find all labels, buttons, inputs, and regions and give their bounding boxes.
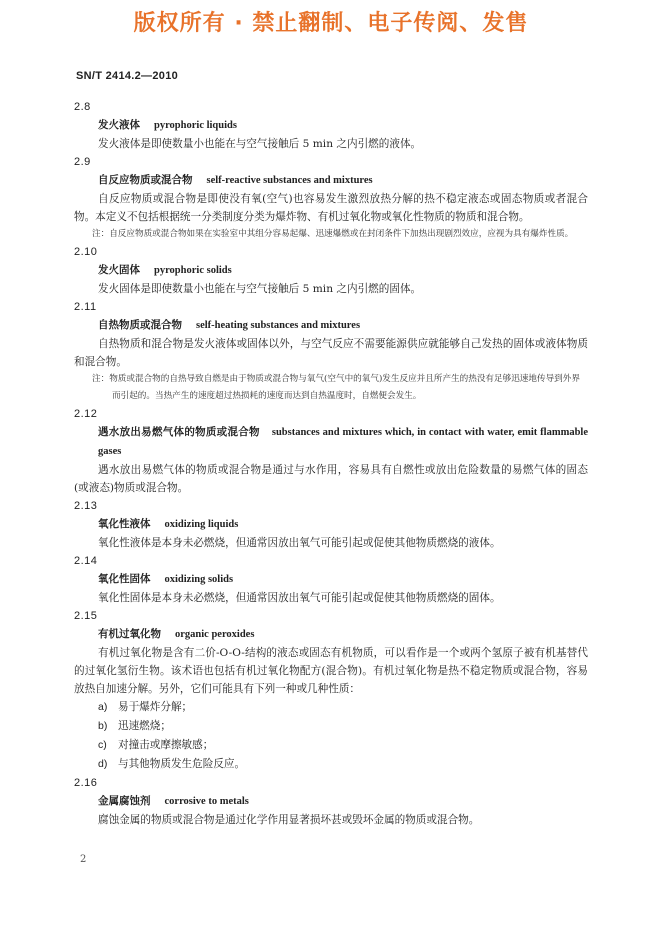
document-id: SN/T 2414.2—2010 (76, 70, 179, 82)
section (74, 607, 588, 774)
definition-paragraph: 氧化性固体是本身未必燃烧，但通常因放出氧气可能引起或促使其他物质燃烧的固体。 (98, 592, 501, 604)
term-en: substances and mixtures which, in contact with water, emit flammable gases (98, 427, 589, 457)
term-cn: 发火固体 (98, 264, 140, 276)
term-en: self-reactive substances and mixtures (206, 175, 373, 186)
term-heading (74, 316, 588, 335)
term-heading (74, 515, 588, 534)
section-number: 2.13 (74, 500, 98, 512)
section-number: 2.8 (74, 101, 91, 113)
section-number: 2.9 (74, 156, 91, 168)
list-text: 迅速燃烧； (118, 720, 171, 732)
note: 注：物质或混合物的自热导致自燃是由于物质或混合物与氧气(空气中的氧气)发生反应并且所产生的热没有足够迅速地传导到外界而引起的。当热产生的速度超过热损耗的速度而达到自热温度时，自燃便会发生。 (92, 374, 580, 401)
term-heading (74, 625, 588, 644)
term-heading (74, 423, 588, 461)
section (74, 405, 588, 497)
definition-paragraph: 自反应物质或混合物是即使没有氧(空气)也容易发生激烈放热分解的热不稳定液态或固态物质或者混合物。本定义不包括根据统一分类制度分类为爆炸物、有机过氧化物或氧化性物质的物质和混合物。 (74, 193, 588, 223)
term-en: self-heating substances and mixtures (196, 320, 361, 331)
term-cn: 氧化性固体 (98, 573, 151, 585)
document-body (74, 98, 588, 829)
definition-paragraph: 腐蚀金属的物质或混合物是通过化学作用显著损坏甚或毁坏金属的物质或混合物。 (98, 814, 480, 826)
term-en: organic peroxides (175, 629, 255, 640)
term-heading (74, 792, 588, 811)
list-item (74, 755, 588, 774)
section-number: 2.14 (74, 555, 98, 567)
definition-paragraph: 发火固体是即使数量小也能在与空气接触后 5 min 之内引燃的固体。 (98, 283, 422, 295)
list-item (74, 736, 588, 755)
term-en: oxidizing liquids (164, 519, 239, 530)
section-number: 2.11 (74, 301, 97, 313)
list-item (74, 717, 588, 736)
term-cn: 自热物质或混合物 (98, 319, 182, 331)
term-en: pyrophoric solids (154, 265, 232, 276)
section (74, 552, 588, 607)
term-cn: 金属腐蚀剂 (98, 795, 151, 807)
list-label: d) (98, 758, 108, 770)
term-cn: 自反应物质或混合物 (98, 174, 193, 186)
definition-paragraph: 氧化性液体是本身未必燃烧，但通常因放出氧气可能引起或促使其他物质燃烧的液体。 (98, 537, 501, 549)
definition-paragraph: 遇水放出易燃气体的物质或混合物是通过与水作用，容易具有自燃性或放出危险数量的易燃气体的固态(或液态)物质或混合物。 (74, 464, 588, 494)
list-item (74, 698, 588, 717)
term-cn: 遇水放出易燃气体的物质或混合物 (98, 426, 260, 438)
section (74, 298, 588, 405)
page-number: 2 (80, 854, 87, 865)
list-text: 与其他物质发生危险反应。 (118, 758, 246, 770)
note: 注：自反应物质或混合物如果在实验室中其组分容易起爆、迅速爆燃或在封闭条件下加热出现剧烈效应，应视为具有爆炸性质。 (92, 229, 574, 239)
section (74, 497, 588, 552)
section-number: 2.15 (74, 610, 98, 622)
section-number: 2.10 (74, 246, 98, 258)
term-en: corrosive to metals (164, 796, 249, 807)
term-en: oxidizing solids (164, 574, 234, 585)
term-heading (74, 261, 588, 280)
term-heading (74, 116, 588, 135)
section (74, 774, 588, 829)
definition-paragraph: 自热物质和混合物是发火液体或固体以外，与空气反应不需要能源供应就能够自己发热的固体或液体物质和混合物。 (74, 338, 588, 368)
term-cn: 氧化性液体 (98, 518, 151, 530)
section (74, 98, 588, 153)
section-number: 2.16 (74, 777, 98, 789)
definition-paragraph: 发火液体是即使数量小也能在与空气接触后 5 min 之内引燃的液体。 (98, 138, 422, 150)
list-label: c) (98, 739, 107, 751)
term-cn: 有机过氧化物 (98, 628, 161, 640)
section (74, 243, 588, 298)
section-number: 2.12 (74, 408, 98, 420)
section (74, 153, 588, 243)
term-en: pyrophoric liquids (154, 120, 237, 131)
list-label: b) (98, 720, 108, 732)
list-text: 易于爆炸分解； (118, 701, 193, 713)
term-heading (74, 171, 588, 190)
term-heading (74, 570, 588, 589)
definition-paragraph: 有机过氧化物是含有二价-O-O-结构的液态或固态有机物质，可以看作是一个或两个氢原子被有机基替代的过氧化氢衍生物。该术语也包括有机过氧化物配方(混合物)。有机过氧化物是热不稳定物质或混合物，容易放热自加速分解。另外，它们可能具有下列一种或几种性质： (74, 647, 588, 695)
list-label: a) (98, 701, 108, 713)
copyright-banner: 版权所有 · 禁止翻制、电子传阅、发售 (133, 11, 529, 36)
list-text: 对撞击或摩擦敏感； (118, 739, 214, 751)
term-cn: 发火液体 (98, 119, 140, 131)
